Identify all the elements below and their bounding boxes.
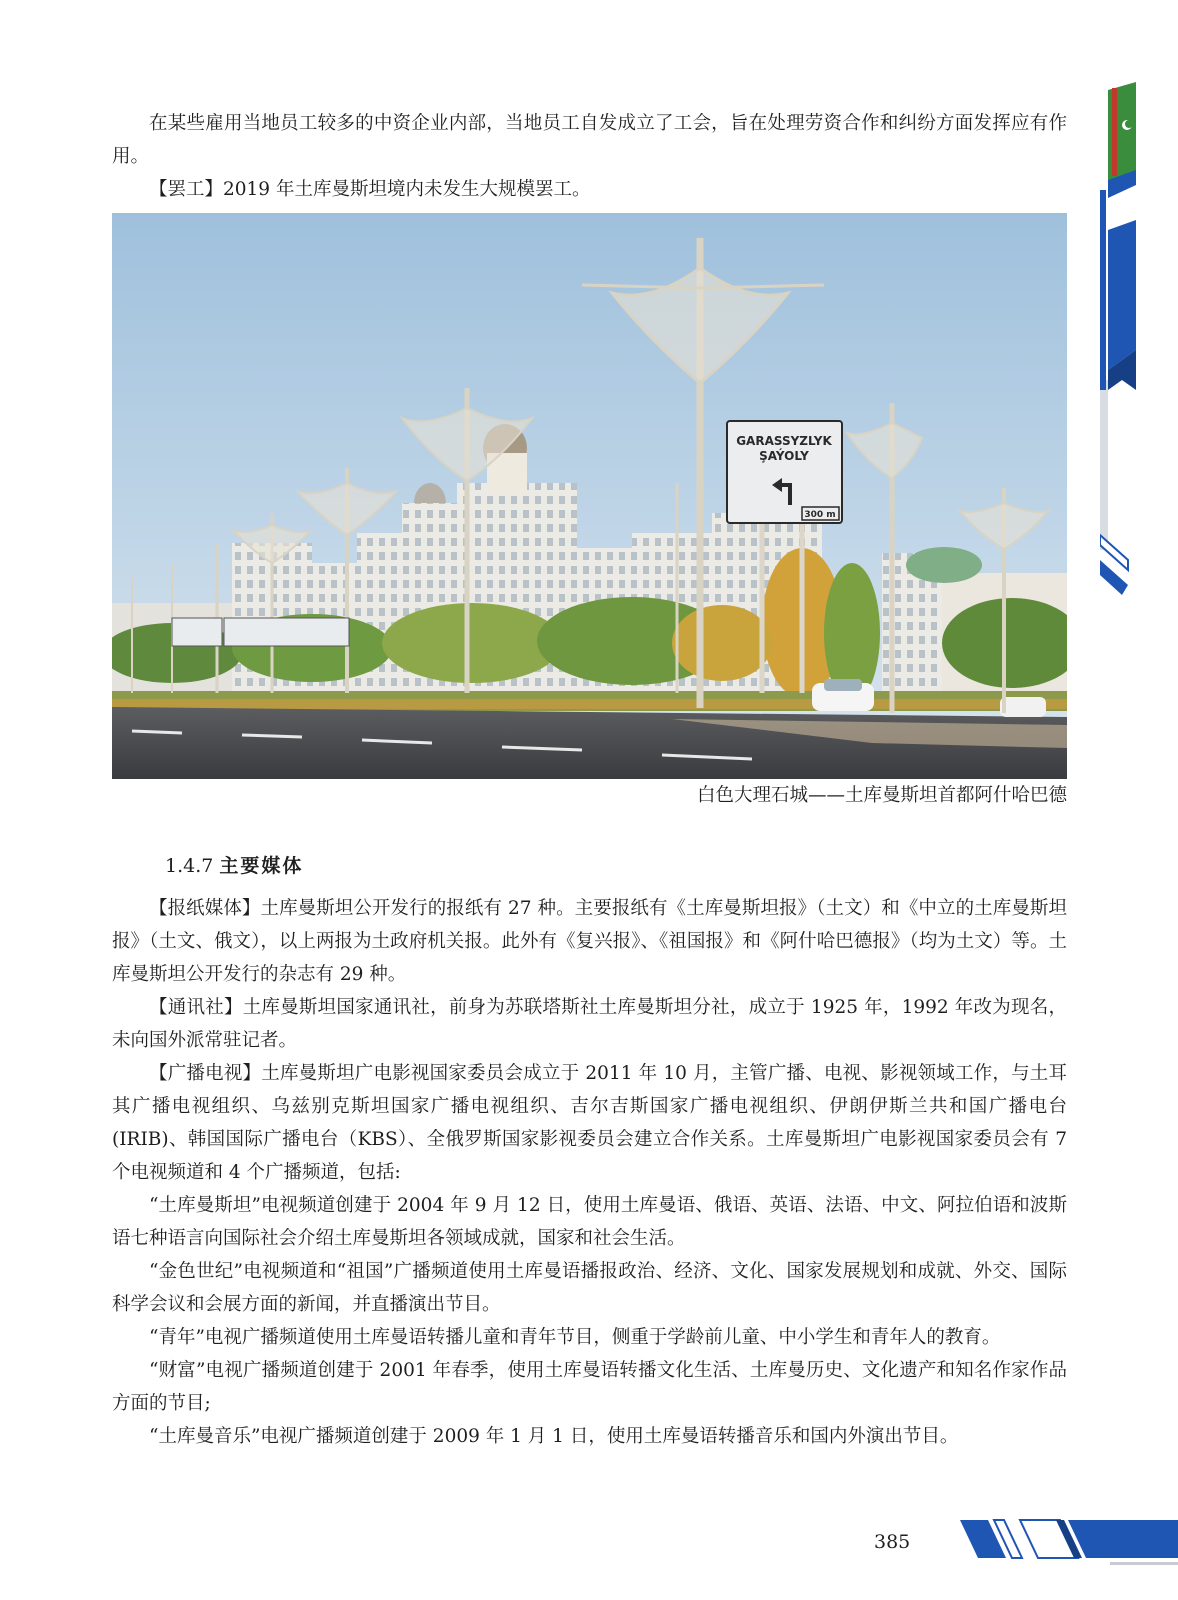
paragraph-channel-youth: “青年”电视广播频道使用土库曼语转播儿童和青年节目，侧重于学龄前儿童、中小学生和青年人的教育。 [149,1327,1001,1348]
paragraph-channel-music: “土库曼音乐”电视广播频道创建于 2009 年 1 月 1 日，使用土库曼语转播音乐和国内外演出节目。 [149,1426,959,1447]
paragraph-newspaper: 【报纸媒体】土库曼斯坦公开发行的报纸有 27 种。主要报纸有《土库曼斯坦报》（土文）和《中立的土库曼斯坦报》（土文、俄文），以上两报为土政府机关报。此外有《复兴报》、《祖国报》和《阿什哈巴德报》（均为土文）等。土库曼斯坦公开发行的杂志有 29 种。 [112,898,1067,985]
section-heading [165,852,303,880]
photo-caption: 白色大理石城——土库曼斯坦首都阿什哈巴德 [696,785,1067,806]
page-number: 385 [874,1531,911,1553]
sign-distance: 300 m [804,510,836,520]
paragraph-channel-wealth: “财富”电视广播频道创建于 2001 年春季，使用土库曼语转播文化生活、土库曼历史、文化遗产和知名作家作品方面的节目; [112,1360,1067,1414]
section-number: 1.4.7 [165,855,214,877]
sign-line1: GARASSYZLYK [736,434,832,448]
sign-line2: ŞAÝOLY [759,449,809,463]
side-tab-decoration [1100,80,1178,620]
paragraph-strike: 【罢工】2019 年土库曼斯坦境内未发生大规模罢工。 [149,179,591,200]
section-title: 主要媒体 [219,855,304,877]
corner-stripe-decoration [960,1518,1178,1570]
paragraph-broadcast: 【广播电视】土库曼斯坦广电影视国家委员会成立于 2011 年 10 月，主管广播、电视、影视领域工作，与土耳其广播电视组织、乌兹别克斯坦国家广播电视组织、吉尔吉斯国家广播电视组织、伊朗伊斯兰共和国广播电台 (IRIB)、韩国国际广播电台（KBS）、全俄罗斯国家影视委员会建立合作关系。土库曼斯坦广电影视国家委员会有 7 个电视频道和 4 个广播频道，包括: [112,1063,1067,1183]
paragraph-union: 在某些雇用当地员工较多的中资企业内部，当地员工自发成立了工会，旨在处理劳资合作和纠纷方面发挥应有作用。 [112,113,1067,167]
paragraph-news-agency: 【通讯社】土库曼斯坦国家通讯社，前身为苏联塔斯社土库曼斯坦分社，成立于 1925 年，1992 年改为现名，未向国外派常驻记者。 [112,997,1067,1051]
paragraph-channel-turkmenistan: “土库曼斯坦”电视频道创建于 2004 年 9 月 12 日，使用土库曼语、俄语、英语、法语、中文、阿拉伯语和波斯语七种语言向国际社会介绍土库曼斯坦各领域成就，国家和社会生活。 [112,1195,1067,1249]
distant-road-sign [172,618,349,646]
paragraph-channel-golden-age: “金色世纪”电视频道和“祖国”广播频道使用土库曼语播报政治、经济、文化、国家发展规划和成就、外交、国际科学会议和会展方面的新闻，并直播演出节目。 [112,1261,1067,1315]
city-photo [112,213,1067,779]
